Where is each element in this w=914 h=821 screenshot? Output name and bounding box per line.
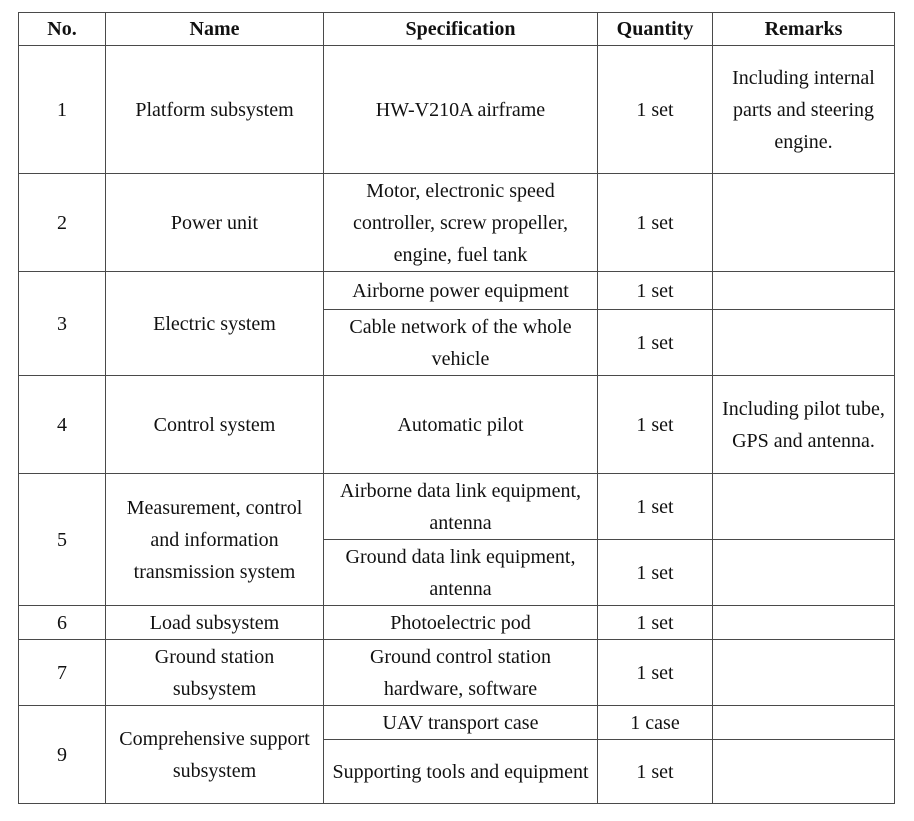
- header-row: [19, 13, 895, 46]
- header-name: Name: [106, 13, 324, 46]
- cell-name: Power unit: [106, 174, 324, 272]
- cell-quantity: 1 set: [598, 272, 713, 310]
- header-no: No.: [19, 13, 106, 46]
- cell-name: Electric system: [106, 272, 324, 376]
- cell-quantity: 1 set: [598, 46, 713, 174]
- table-row: [19, 640, 895, 706]
- cell-no: 7: [19, 640, 106, 706]
- cell-quantity: 1 set: [598, 540, 713, 606]
- cell-name: Ground station subsystem: [106, 640, 324, 706]
- cell-remarks: Including internal parts and steering engine.: [713, 46, 895, 174]
- cell-no: 5: [19, 474, 106, 606]
- cell-remarks: [713, 606, 895, 640]
- cell-specification: Photoelectric pod: [324, 606, 598, 640]
- cell-specification: HW-V210A airframe: [324, 46, 598, 174]
- cell-no: 3: [19, 272, 106, 376]
- table-row: [19, 174, 895, 272]
- cell-name: Load subsystem: [106, 606, 324, 640]
- cell-remarks: [713, 640, 895, 706]
- cell-specification: Cable network of the whole vehicle: [324, 310, 598, 376]
- cell-quantity: 1 set: [598, 376, 713, 474]
- cell-quantity: 1 set: [598, 640, 713, 706]
- cell-no: 1: [19, 46, 106, 174]
- cell-no: 2: [19, 174, 106, 272]
- cell-specification: Airborne data link equipment, antenna: [324, 474, 598, 540]
- cell-specification: Ground control station hardware, software: [324, 640, 598, 706]
- table-row: [19, 474, 895, 540]
- cell-no: 4: [19, 376, 106, 474]
- header-remarks: Remarks: [713, 13, 895, 46]
- table-row: [19, 46, 895, 174]
- clipped-caption-fragment: [0, 0, 914, 12]
- equipment-composition-table: [18, 12, 895, 804]
- header-specification: Specification: [324, 13, 598, 46]
- cell-quantity: 1 set: [598, 740, 713, 804]
- table-row: [19, 272, 895, 310]
- cell-remarks: Including pilot tube, GPS and antenna.: [713, 376, 895, 474]
- table-body: [19, 46, 895, 804]
- cell-remarks: [713, 540, 895, 606]
- table-row: [19, 706, 895, 740]
- cell-remarks: [713, 310, 895, 376]
- cell-remarks: [713, 740, 895, 804]
- cell-remarks: [713, 272, 895, 310]
- table-row: [19, 376, 895, 474]
- header-quantity: Quantity: [598, 13, 713, 46]
- cell-name: Control system: [106, 376, 324, 474]
- cell-quantity: 1 case: [598, 706, 713, 740]
- table-row: [19, 606, 895, 640]
- cell-quantity: 1 set: [598, 606, 713, 640]
- cell-quantity: 1 set: [598, 474, 713, 540]
- cell-specification: Ground data link equipment, antenna: [324, 540, 598, 606]
- cell-quantity: 1 set: [598, 174, 713, 272]
- cell-remarks: [713, 174, 895, 272]
- cell-name: Comprehensive support subsystem: [106, 706, 324, 804]
- cell-no: 6: [19, 606, 106, 640]
- table-header: [19, 13, 895, 46]
- cell-name: Platform subsystem: [106, 46, 324, 174]
- cell-specification: Automatic pilot: [324, 376, 598, 474]
- cell-quantity: 1 set: [598, 310, 713, 376]
- cell-no: 9: [19, 706, 106, 804]
- cell-specification: Airborne power equipment: [324, 272, 598, 310]
- cell-specification: Motor, electronic speed controller, screw propeller, engine, fuel tank: [324, 174, 598, 272]
- cell-specification: UAV transport case: [324, 706, 598, 740]
- cell-remarks: [713, 706, 895, 740]
- cell-name: Measurement, control and information transmission system: [106, 474, 324, 606]
- cell-specification: Supporting tools and equipment: [324, 740, 598, 804]
- cell-remarks: [713, 474, 895, 540]
